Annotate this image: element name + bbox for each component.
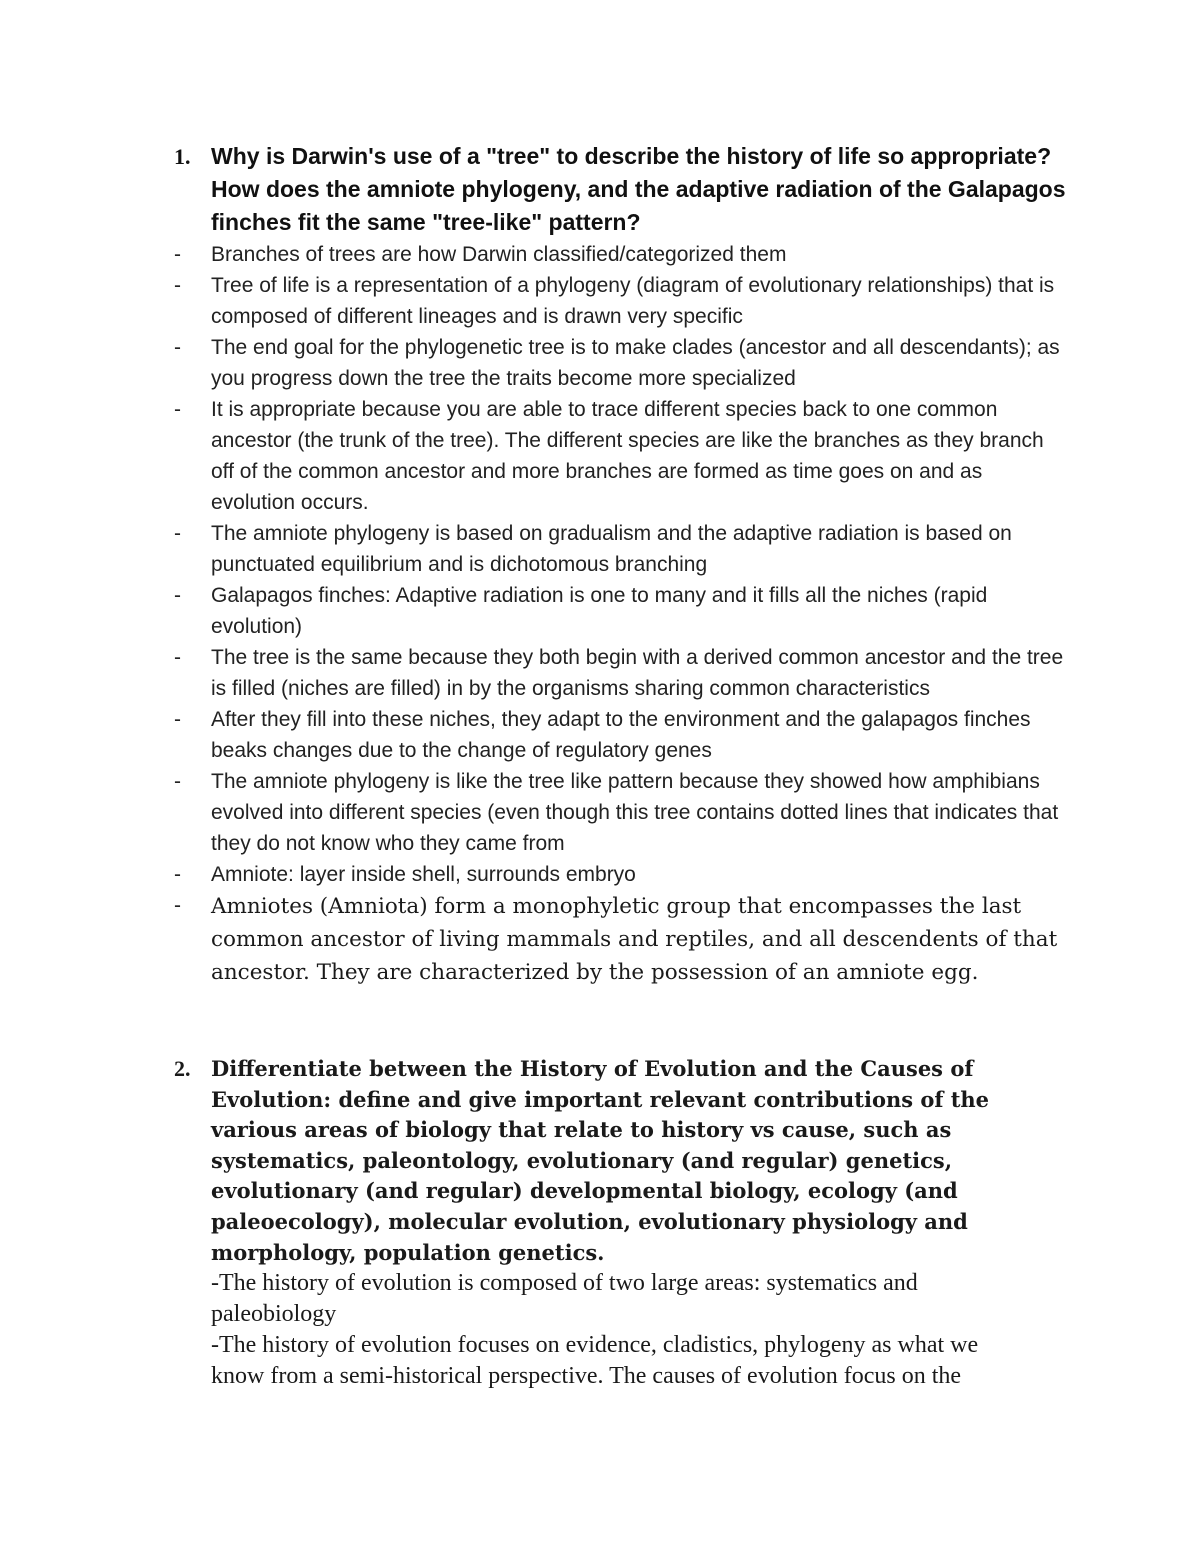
answer-bullet-text: The amniote phylogeny is like the tree like pattern because they showed how amphibians evolved into different species (even though this tree contains dotted lines that indicates that they do not know who they came from [211,770,1059,855]
answer-bullet-text: The end goal for the phylogenetic tree is to make clades (ancestor and all descendants); as you progress down the tree the traits become more specialized [211,336,1060,390]
bullet-dash: - [174,398,181,421]
bullet-dash: - [174,274,181,297]
question-1-text: Why is Darwin's use of a "tree" to describe the history of life so appropriate? How does the amniote phylogeny, and the adaptive radiation of the Galapagos finches fit the same "tree-like" pattern? [211,143,1066,235]
answer-bullet [174,580,1094,642]
bullet-dash: - [174,522,181,545]
question-2 [174,1054,1054,1392]
question-2-text: Differentiate between the History of Evolution and the Causes of Evolution: define and give important relevant contributions of the various areas of biology that relate to history vs cause, such as systematics, paleontology, evolutionary (and regular) genetics, evolutionary (and regular) developmental biology, ecology (and paleoecology), molecular evolution, evolutionary physiology and morphology, population genetics. [211,1056,990,1265]
answer-bullet [174,642,1094,704]
answer-bullet [174,332,1094,394]
bullet-dash: - [174,894,181,917]
answer-bullet [174,766,1094,859]
answer-bullet-text: Tree of life is a representation of a phylogeny (diagram of evolutionary relationships) that is composed of different lineages and is drawn very specific [211,274,1055,328]
answer-bullet [174,890,1094,989]
question-2-answer [174,1268,1054,1392]
answer-paragraph: -The history of evolution focuses on evidence, cladistics, phylogeny as what we know from a semi-historical perspective. The causes of evolution focus on the [211,1332,979,1390]
answer-bullet-text: After they fill into these niches, they adapt to the environment and the galapagos finches beaks changes due to the change of regulatory genes [211,708,1031,762]
bullet-dash: - [174,584,181,607]
question-1 [174,140,1094,989]
answer-bullet-text: The amniote phylogeny is based on gradualism and the adaptive radiation is based on punctuated equilibrium and is dichotomous branching [211,522,1012,576]
answer-paragraph: -The history of evolution is composed of two large areas: systematics and paleobiology [211,1270,918,1328]
question-1-answer-list [174,239,1094,989]
answer-bullet-text: Amniotes (Amniota) form a monophyletic group that encompasses the last common ancestor of living mammals and reptiles, and all descendents of that ancestor. They are characterized by the possession of an amniote egg. [211,894,1058,985]
answer-bullet [174,394,1094,518]
answer-bullet [174,859,1094,890]
question-1-heading [174,140,1094,239]
bullet-dash: - [174,243,181,266]
bullet-dash: - [174,646,181,669]
answer-bullet-text: Branches of trees are how Darwin classified/categorized them [211,243,787,266]
answer-bullet [174,270,1094,332]
bullet-dash: - [174,336,181,359]
question-1-number: 1. [174,144,191,169]
answer-bullet [174,518,1094,580]
answer-bullet-text: Amniote: layer inside shell, surrounds embryo [211,863,636,886]
bullet-dash: - [174,770,181,793]
question-2-number: 2. [174,1056,191,1081]
answer-bullet-text: It is appropriate because you are able to trace different species back to one common ancestor (the trunk of the tree). The different species are like the branches as they branch off of the common ancestor and more branches are formed as time goes on and as evolution occurs. [211,398,1044,514]
answer-bullet [174,704,1094,766]
answer-bullet-text: Galapagos finches: Adaptive radiation is one to many and it fills all the niches (rapid evolution) [211,584,988,638]
answer-bullet-text: The tree is the same because they both begin with a derived common ancestor and the tree is filled (niches are filled) in by the organisms sharing common characteristics [211,646,1064,700]
bullet-dash: - [174,863,181,886]
question-2-heading [174,1054,1054,1268]
bullet-dash: - [174,708,181,731]
answer-bullet [174,239,1094,270]
